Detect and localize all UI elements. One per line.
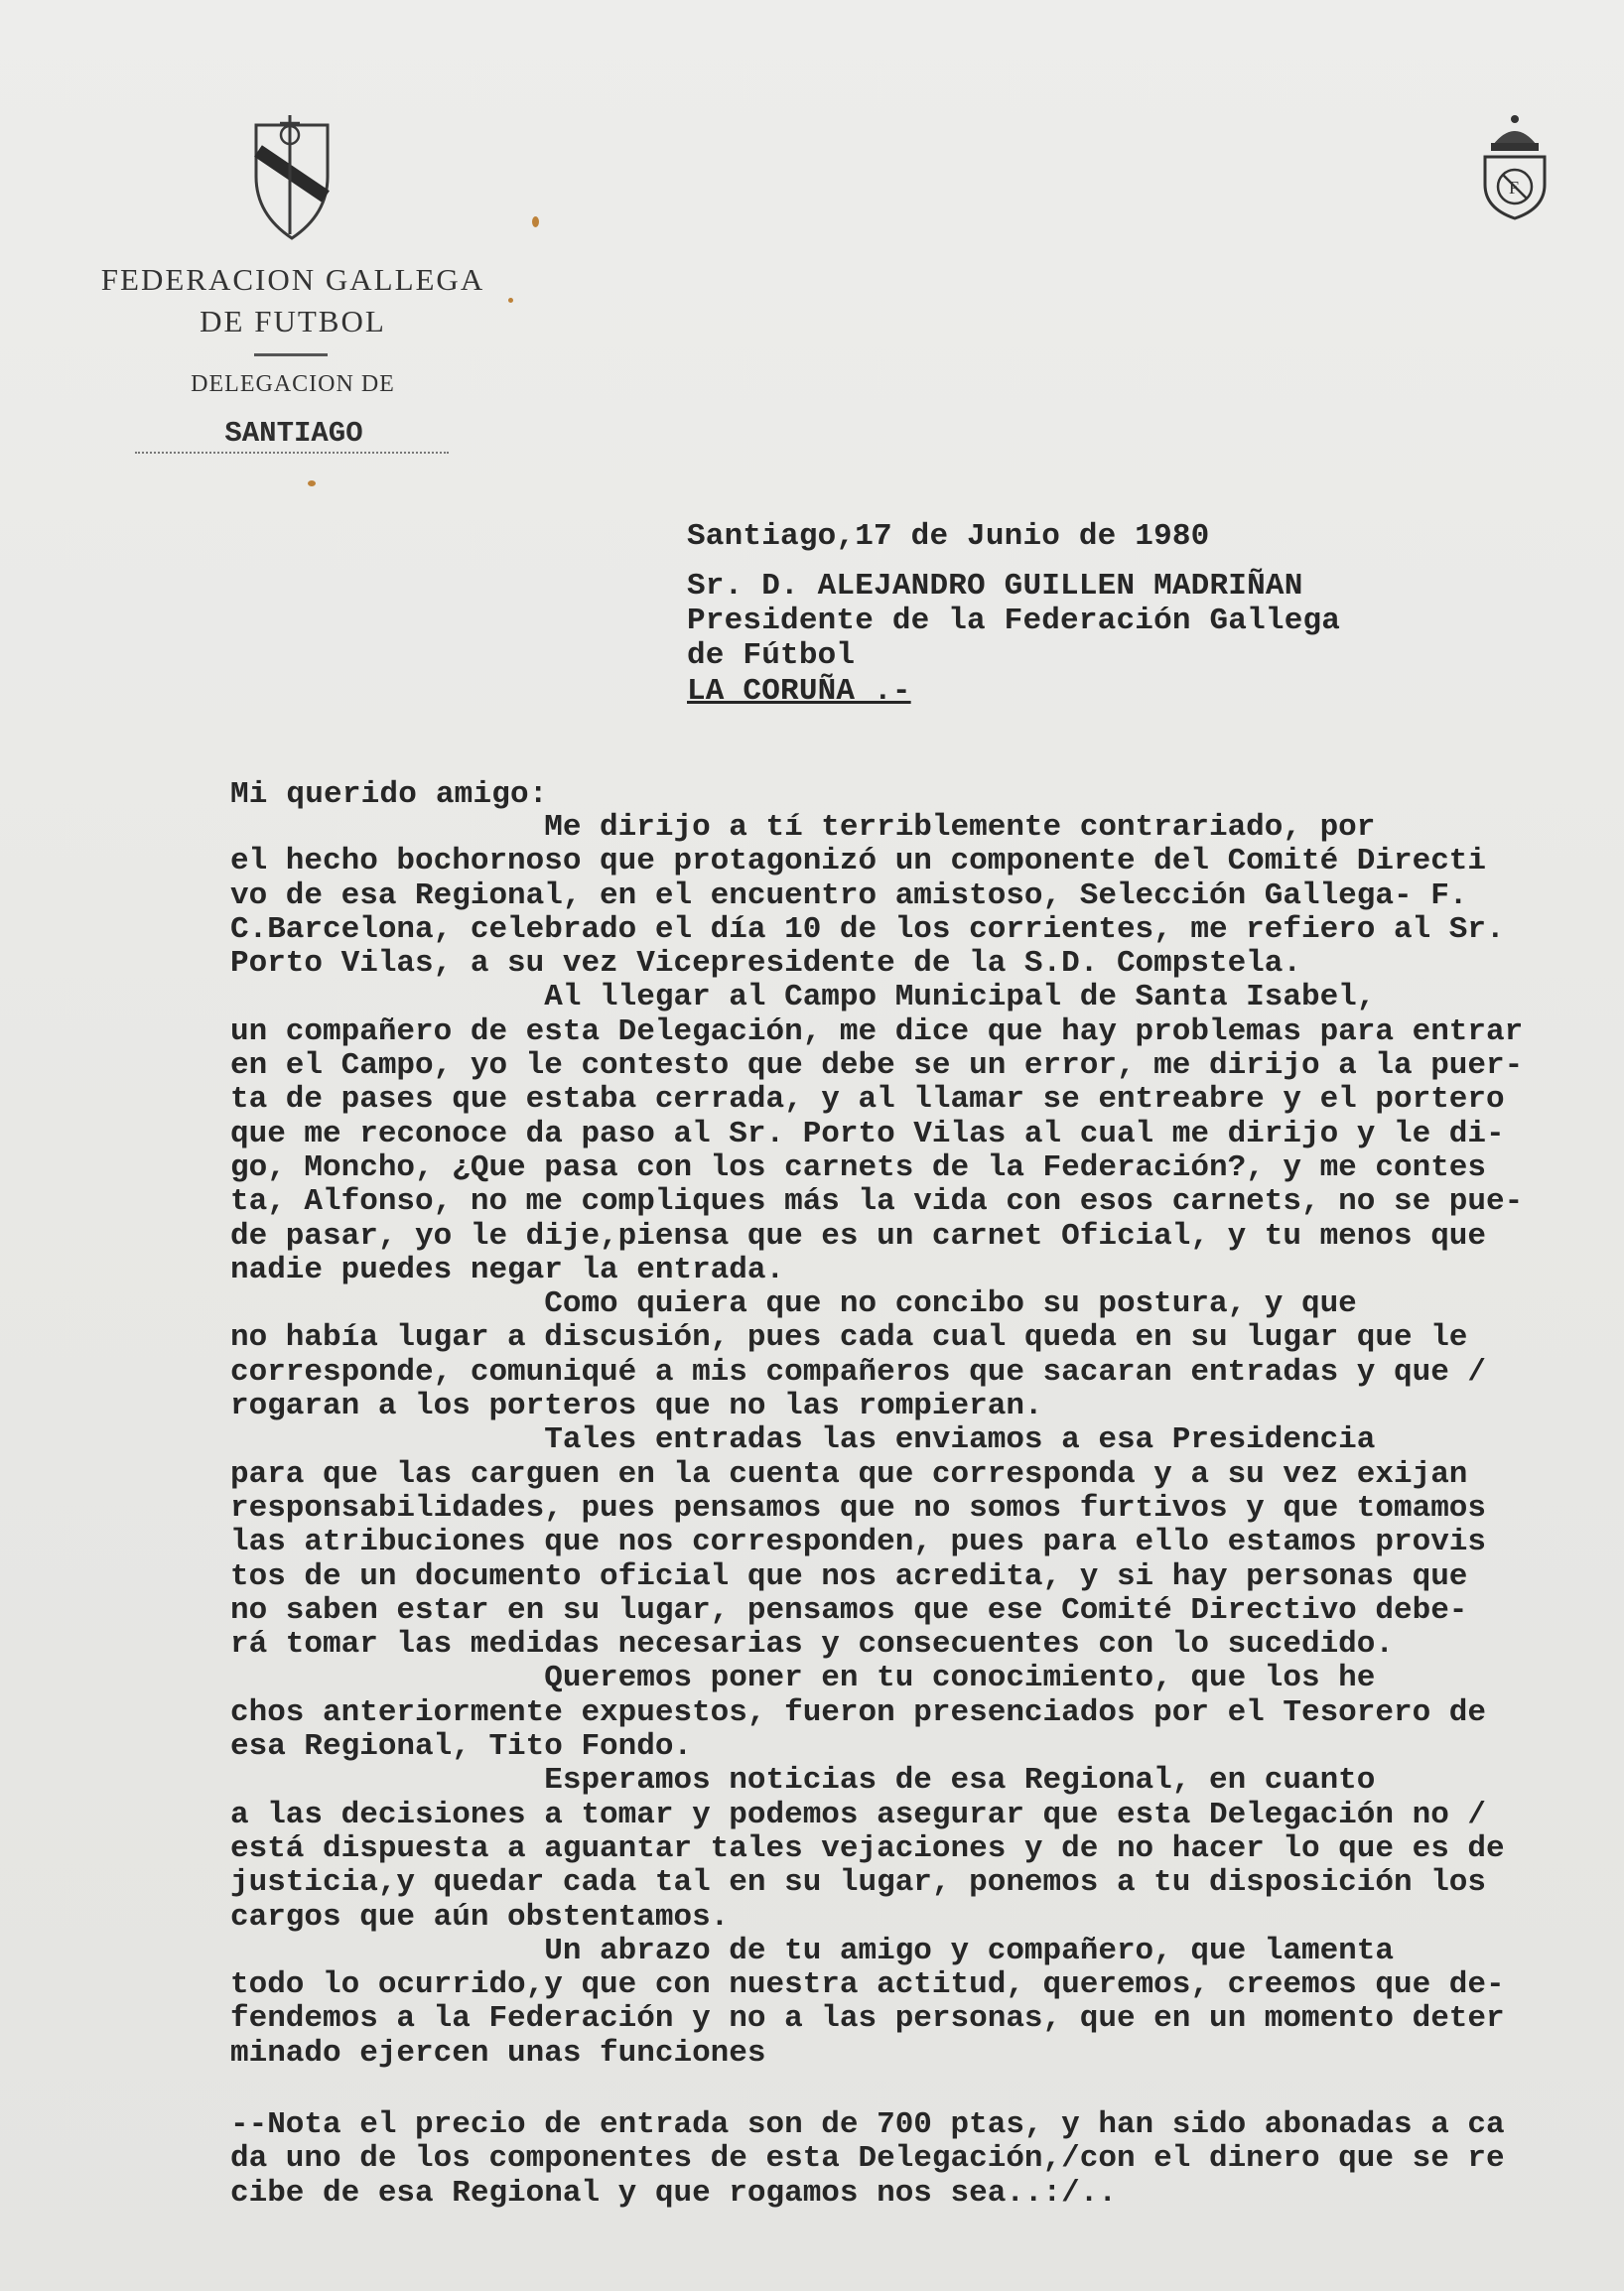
body-line: ta, Alfonso, no me compliques más la vida con esos carnets, no se pue-	[230, 1184, 1524, 1220]
body-line: tos de un documento oficial que nos acredita, y si hay personas que	[230, 1558, 1468, 1594]
note-line: da uno de los componentes de esta Delegación,/con el dinero que se re	[230, 2141, 1505, 2177]
recipient-line: Presidente de la Federación Gallega	[687, 604, 1341, 638]
body-line: minado ejercen unas funciones	[230, 2035, 766, 2071]
body-line: no saben estar en su lugar, pensamos que ese Comité Directivo debe-	[230, 1592, 1468, 1628]
recipient-line: Sr. D. ALEJANDRO GUILLEN MADRIÑAN	[687, 569, 1303, 604]
body-line: que me reconoce da paso al Sr. Porto Vilas al cual me dirijo y le di-	[230, 1116, 1505, 1151]
ink-stain	[508, 298, 513, 303]
note-line: --Nota el precio de entrada son de 700 ptas, y han sido abonadas a ca	[230, 2107, 1505, 2142]
body-line: está dispuesta a aguantar tales vejaciones y de no hacer lo que es de	[230, 1830, 1505, 1866]
body-line: cargos que aún obstentamos.	[230, 1899, 730, 1935]
body-line: C.Barcelona, celebrado el día 10 de los corrientes, me refiero al Sr.	[230, 911, 1505, 947]
body-line: Un abrazo de tu amigo y compañero, que lamenta	[230, 1933, 1394, 1968]
body-line: go, Moncho, ¿Que pasa con los carnets de la Federación?, y me contes	[230, 1149, 1487, 1185]
body-line: todo lo ocurrido,y que con nuestra actitud, queremos, creemos que de-	[230, 1967, 1505, 2003]
body-line: corresponde, comuniqué a mis compañeros que sacaran entradas y que /	[230, 1354, 1487, 1390]
postscript-note	[230, 2108, 1580, 2211]
letter-body	[230, 811, 1580, 2071]
body-line: en el Campo, yo le contesto que debe se un error, me dirijo a la puer-	[230, 1048, 1524, 1084]
body-line: nadie puedes negar la entrada.	[230, 1252, 785, 1287]
org-name-line1: FEDERACION GALLEGA	[100, 262, 485, 297]
body-line: Queremos poner en tu conocimiento, que los he	[230, 1661, 1376, 1696]
body-line: no había lugar a discusión, pues cada cual queda en su lugar que le	[230, 1320, 1468, 1356]
ink-stain	[308, 480, 316, 486]
body-line: para que las carguen en la cuenta que corresponda y a su vez exijan	[230, 1456, 1468, 1492]
body-line: fendemos a la Federación y no a las personas, que en un momento deter	[230, 2001, 1505, 2037]
note-line: cibe de esa Regional y que rogamos nos sea..:/..	[230, 2175, 1117, 2211]
body-line: chos anteriormente expuestos, fueron presenciados por el Tesorero de	[230, 1694, 1487, 1730]
letter-date: Santiago,17 de Junio de 1980	[687, 519, 1210, 554]
body-line: Como quiera que no concibo su postura, y que	[230, 1286, 1357, 1322]
body-line: Tales entradas las enviamos a esa Presidencia	[230, 1422, 1376, 1458]
body-line: justicia,y quedar cada tal en su lugar, ponemos a tu disposición los	[230, 1865, 1487, 1901]
body-line: rogaran a los porteros que no las rompieran.	[230, 1389, 1043, 1424]
body-line: Me dirijo a tí terriblemente contrariado, por	[230, 810, 1376, 845]
body-line: Porto Vilas, a su vez Vicepresidente de la S.D. Compstela.	[230, 946, 1301, 982]
body-line: responsabilidades, pues pensamos que no somos furtivos y que tomamos	[230, 1490, 1487, 1526]
delegation-dotted-line	[135, 452, 449, 454]
letterhead-divider	[254, 353, 328, 356]
delegation-city: SANTIAGO	[224, 417, 363, 450]
body-line: un compañero de esta Delegación, me dice que hay problemas para entrar	[230, 1013, 1524, 1049]
recipient-city: LA CORUÑA .-	[687, 674, 911, 709]
ink-stain	[532, 216, 539, 227]
body-line: de pasar, yo le dije,piensa que es un carnet Oficial, y tu menos que	[230, 1218, 1487, 1254]
org-name-line2: DE FUTBOL	[200, 304, 386, 338]
federation-shield-icon	[250, 111, 334, 246]
delegation-label: DELEGACION DE	[191, 371, 395, 397]
body-line: Esperamos noticias de esa Regional, en cuanto	[230, 1763, 1376, 1799]
body-line: las atribuciones que nos corresponden, pues para ello estamos provis	[230, 1525, 1487, 1560]
body-line: ta de pases que estaba cerrada, y al llamar se entreabre y el portero	[230, 1082, 1505, 1118]
svg-text:F: F	[1509, 178, 1520, 198]
salutation: Mi querido amigo:	[230, 777, 548, 812]
crowned-emblem-icon	[1475, 111, 1555, 222]
body-line: Al llegar al Campo Municipal de Santa Isabel,	[230, 980, 1376, 1015]
body-line: el hecho bochornoso que protagonizó un componente del Comité Directi	[230, 844, 1487, 879]
body-line: vo de esa Regional, en el encuentro amistoso, Selección Gallega- F.	[230, 877, 1468, 913]
body-line: rá tomar las medidas necesarias y consecuentes con lo sucedido.	[230, 1627, 1394, 1663]
recipient-line: de Fútbol	[687, 638, 856, 673]
body-line: esa Regional, Tito Fondo.	[230, 1729, 693, 1765]
body-line: a las decisiones a tomar y podemos asegurar que esta Delegación no /	[230, 1797, 1487, 1832]
